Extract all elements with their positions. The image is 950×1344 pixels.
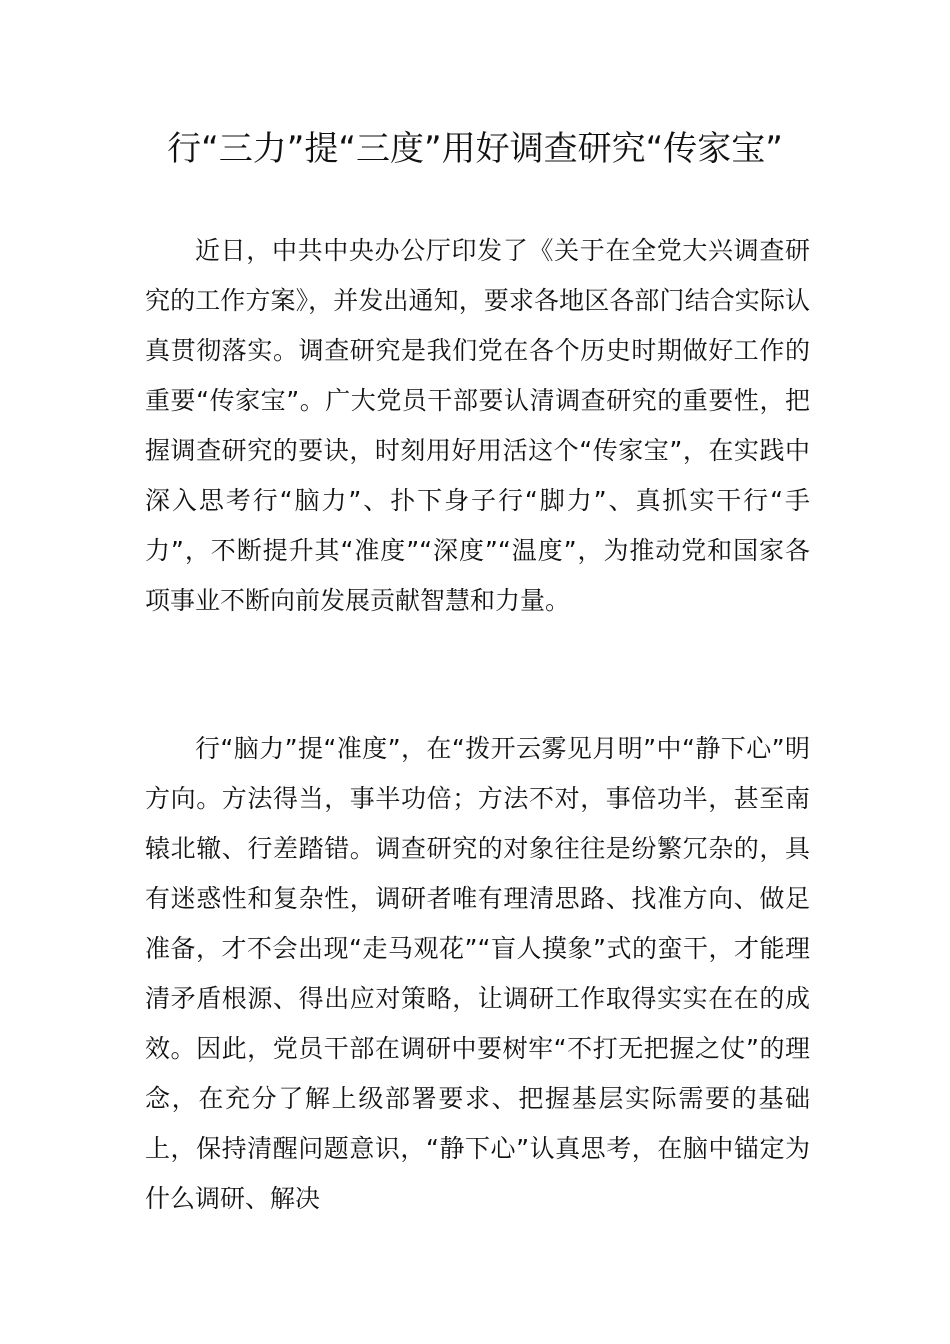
paragraph-intro: 近日，中共中央办公厅印发了《关于在全党大兴调查研究的工作方案》，并发出通知，要求各地区各部门结合实际认真贯彻落实。调查研究是我们党在各个历史时期做好工作的重要“传家宝”。广大党员干部要认清调查研究的重要性，把握调查研究的要诀，时刻用好用活这个“传家宝”，在实践中深入思考行“脑力”、扑下身子行“脚力”、真抓实干行“手力”，不断提升其“准度”“深度”“温度”，为推动党和国家各项事业不断向前发展贡献智慧和力量。 (145, 236, 810, 615)
document-title: 行“三力”提“三度”用好调查研究“传家宝” (167, 129, 783, 169)
paragraph-brainpower: 行“脑力”提“准度”，在“拨开云雾见月明”中“静下心”明方向。方法得当，事半功倍；方法不对，事倍功半，甚至南辕北辙、行差踏错。调查研究的对象往往是纷繁冗杂的，具有迷惑性和复杂性，调研者唯有理清思路、找准方向、做足准备，才不会出现“走马观花”“盲人摸象”式的蛮干，才能理清矛盾根源、得出应对策略，让调研工作取得实实在在的成效。因此，党员干部在调研中要树牢“不打无把握之仗”的理念，在充分了解上级部署要求、把握基层实际需要的基础上，保持清醒问题意识，“静下心”认真思考，在脑中锚定为什么调研、解决 (145, 734, 810, 1213)
